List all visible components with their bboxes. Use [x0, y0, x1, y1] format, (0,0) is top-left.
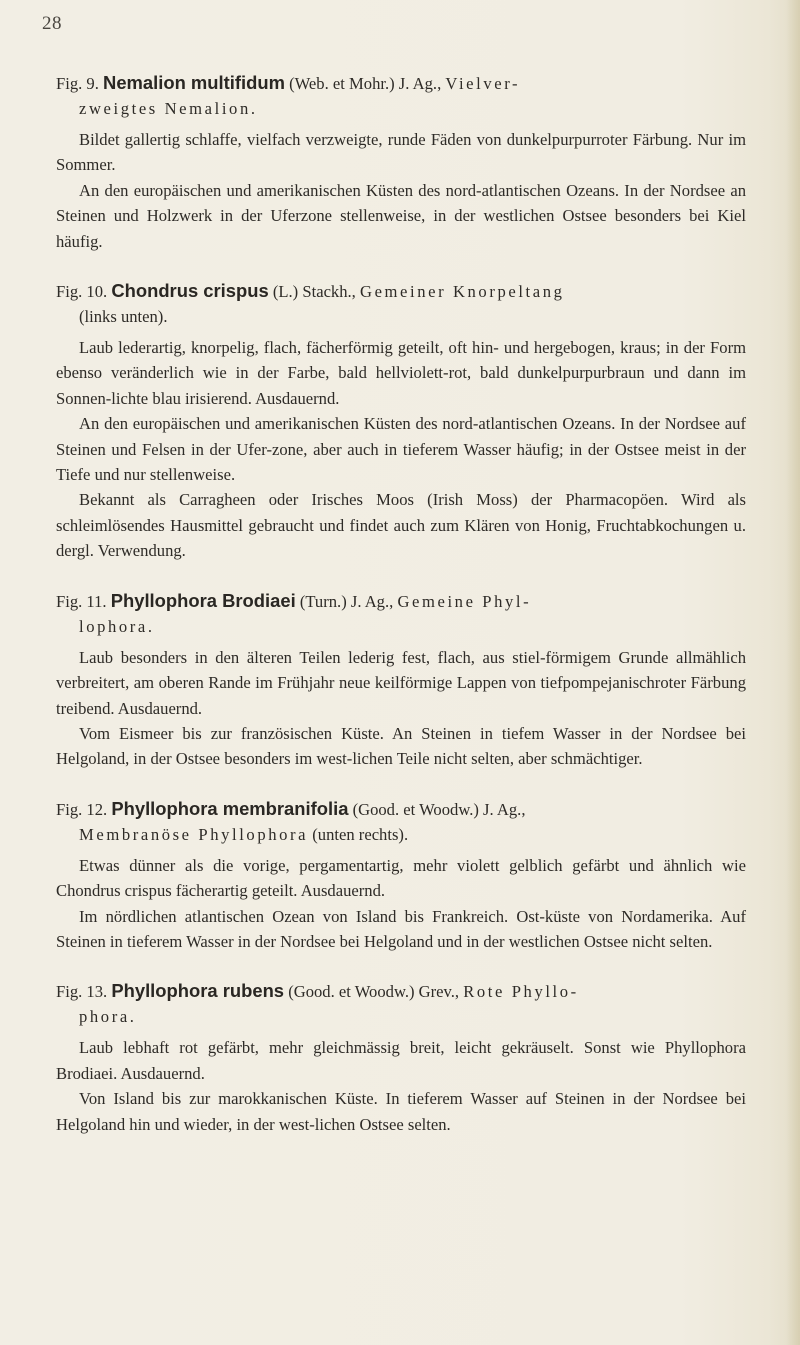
description-paragraph: Laub lederartig, knorpelig, flach, fächerförmig geteilt, oft hin- und hergebogen, kraus; in der Form ebenso veränderlich wie in der Farbe, bald hellviolett-rot, bald dunkelpurpurbraun und dann im Sonnen-lichte blau irisierend. Ausdauernd. [56, 338, 746, 408]
common-name-cont: lophora. [79, 616, 155, 636]
author-citation: (L.) Stackh., [272, 282, 356, 302]
fig-label: Fig. 12. [56, 799, 108, 819]
entry-fig-10 [56, 278, 746, 564]
entry-fig-13 [56, 978, 746, 1137]
common-name-cont: zweigtes Nemalion. [79, 99, 258, 118]
common-name: Gemeiner Knorpeltang [359, 282, 565, 302]
page-number: 28 [42, 13, 62, 34]
figure-position-note: (unten rechts). [312, 824, 409, 844]
fig-label: Fig. 11. [56, 591, 107, 611]
entry-header [56, 278, 746, 329]
entry-header [56, 796, 746, 847]
page-edge-stain [786, 0, 800, 1345]
fig-label: Fig. 10. [56, 282, 108, 302]
page-content [56, 70, 746, 1161]
species-name: Chondrus crispus [111, 280, 269, 302]
usage-paragraph: Bekannt als Carragheen oder Irisches Moos (Irish Moss) der Pharmacopöen. Wird als schleimlösendes Hausmittel gebraucht und findet auch zum Klären von Honig, Fruchtabkochungen u. dergl. Verwendung. [56, 490, 746, 561]
description-paragraph: Bildet gallertig schlaffe, vielfach verzweigte, runde Fäden von dunkelpurpurroter Färbung. Nur im Sommer. [56, 130, 746, 175]
entry-header [56, 70, 746, 121]
common-name: Gemeine Phyl- [397, 591, 532, 611]
entry-fig-12 [56, 796, 746, 955]
entry-header [56, 978, 746, 1029]
species-name: Nemalion multifidum [103, 72, 285, 93]
fig-label: Fig. 13. [56, 982, 108, 1002]
author-citation: (Web. et Mohr.) J. Ag., [289, 74, 442, 93]
distribution-paragraph: Von Island bis zur marokkanischen Küste. In tieferem Wasser auf Steinen in der Nordsee bei Helgoland hin und wieder, in der west-lichen Ostsee selten. [56, 1089, 746, 1134]
entry-fig-11 [56, 588, 746, 772]
species-name: Phyllophora membranifolia [111, 797, 349, 819]
author-citation: (Turn.) J. Ag., [299, 591, 394, 611]
species-name: Phyllophora rubens [111, 980, 285, 1002]
species-name: Phyllophora Brodiaei [110, 589, 296, 611]
description-paragraph: Laub besonders in den älteren Teilen lederig fest, flach, aus stiel-förmigem Grunde allmählich verbreitert, am oberen Rande im Frühjahr neue keilförmige Lappen von tiefpompejanischroter Färbung treibend. Ausdauernd. [56, 647, 746, 718]
distribution-paragraph: An den europäischen und amerikanischen Küsten des nord-atlantischen Ozeans. In der Nordsee auf Steinen und Felsen in der Ufer-zone, aber auch in tieferem Wasser häufig; in der Ostsee meist in der Tiefe und nur stellenweise. [56, 414, 746, 485]
description-paragraph: Laub lebhaft rot gefärbt, mehr gleichmässig breit, leicht gekräuselt. Sonst wie Phyllophora Brodiaei. Ausdauernd. [56, 1038, 746, 1083]
common-name: Rote Phyllo- [463, 982, 579, 1002]
common-name: Vielver- [445, 74, 521, 93]
author-citation: (Good. et Woodw.) Grev., [288, 982, 460, 1002]
common-name: Membranöse Phyllophora [79, 824, 309, 844]
entry-header [56, 588, 746, 639]
description-paragraph: Etwas dünner als die vorige, pergamentartig, mehr violett gelblich gefärbt und ähnlich wie Chondrus crispus fächerartig geteilt. Ausdauernd. [56, 855, 746, 901]
distribution-paragraph: Im nördlichen atlantischen Ozean von Island bis Frankreich. Ost-küste von Nordamerika. Auf Steinen in tieferem Wasser in der Nordsee bei Helgoland und in der westlichen Ostsee nicht selten. [56, 906, 746, 951]
fig-label: Fig. 9. [56, 74, 99, 93]
common-name-line [56, 822, 746, 847]
figure-position-note: (links unten). [79, 307, 168, 327]
entry-fig-9 [56, 70, 746, 254]
author-citation: (Good. et Woodw.) J. Ag., [352, 799, 526, 819]
distribution-paragraph: An den europäischen und amerikanischen Küsten des nord-atlantischen Ozeans. In der Nordsee an Steinen und Holzwerk in der Uferzone stellenweise, in der westlichen Ostsee besonders bei Kiel häufig. [56, 180, 746, 251]
distribution-paragraph: Vom Eismeer bis zur französischen Küste. An Steinen in tiefem Wasser in der Nordsee bei Helgoland, in der Ostsee besonders im west-lichen Teile nicht selten, aber schmächtiger. [56, 723, 746, 769]
common-name-cont: phora. [79, 1007, 137, 1027]
